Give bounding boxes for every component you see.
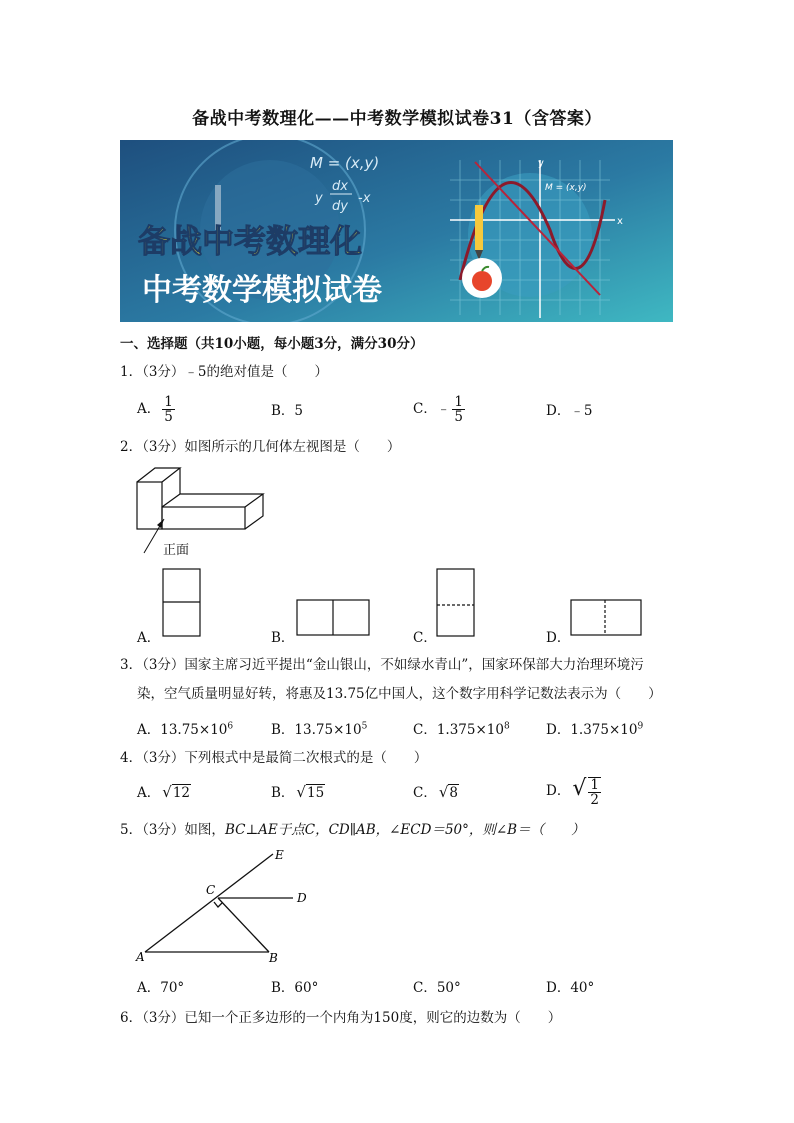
q2-solid-figure	[130, 462, 280, 562]
q2-option-d-figure[interactable]	[570, 599, 643, 637]
banner-formula-m: M = (x,y)	[310, 154, 380, 172]
q2-option-c-label[interactable]: C．	[413, 630, 437, 646]
banner-formula-dx: dx	[332, 179, 348, 194]
banner-formula-tail: -x	[358, 191, 371, 206]
banner-line2: 中考数学模拟试卷	[142, 273, 382, 308]
q3-option-c[interactable]: C．$1.375\times 10^8$	[413, 721, 510, 738]
document-title: 备战中考数理化——中考数学模拟试卷31（含答案）	[192, 109, 602, 129]
q4-option-c[interactable]: C． √8	[413, 783, 458, 801]
q1-option-c[interactable]: C．﹣ $\frac{1}{5}$	[413, 394, 463, 425]
banner-axis-x: x	[617, 216, 623, 227]
q4-option-d[interactable]: D．√ $\frac{1}{2}$	[546, 776, 599, 808]
q1-stem: 1．（3分）﹣5的绝对值是（ ）	[120, 364, 329, 380]
q2-front-label: 正面	[163, 542, 190, 557]
banner-formula-dy: dy	[332, 199, 348, 214]
q2-option-b-figure[interactable]	[296, 599, 370, 637]
q3-option-a[interactable]: A．$13.75\times 10^6$	[137, 721, 234, 738]
q5-label-a: A	[136, 950, 145, 964]
q5-option-a[interactable]: A．70°	[137, 980, 185, 996]
q2-option-a-label[interactable]: A．	[137, 630, 161, 646]
q3-option-b[interactable]: B．$13.75\times 10^5$	[271, 721, 368, 738]
banner-axis-y: y	[538, 158, 544, 169]
q3-stem-line1: 3．（3分）国家主席习近平提出“金山银山，不如绿水青山”，国家环保部大力治理环境污	[120, 657, 644, 673]
q5-label-b: B	[269, 951, 278, 965]
q1-option-b[interactable]: B．5	[271, 403, 304, 419]
banner-image	[120, 140, 673, 322]
q2-option-b-label[interactable]: B．	[271, 630, 295, 646]
q2-option-a-figure[interactable]	[162, 568, 202, 638]
q6-stem: 6．（3分）已知一个正多边形的一个内角为150度，则它的边数为（ ）	[120, 1010, 562, 1026]
banner-small-formula: M = (x,y)	[545, 183, 587, 193]
q5-option-d[interactable]: D．40°	[546, 980, 595, 996]
q4-option-b[interactable]: B． √15	[271, 783, 325, 801]
q5-label-d: D	[297, 891, 307, 905]
q4-option-a[interactable]: A． √12	[137, 783, 190, 801]
q5-label-c: C	[206, 883, 216, 897]
banner-formula-y: y	[315, 191, 323, 206]
section-header: 一、选择题（共10小题，每小题3分，满分30分）	[120, 336, 424, 352]
q2-option-d-label[interactable]: D．	[546, 630, 571, 646]
q5-option-c[interactable]: C．50°	[413, 980, 461, 996]
q2-option-c-figure[interactable]	[436, 568, 476, 638]
q4-stem: 4．（3分）下列根式中是最简二次根式的是（ ）	[120, 750, 428, 766]
q3-option-d[interactable]: D．$1.375\times 10^9$	[546, 721, 644, 738]
q5-stem: 5．（3分）如图，BC⊥AE于点C，CD∥AB，∠ECD＝50°，则∠B＝（ ）	[120, 822, 585, 838]
q3-stem-line2: 染，空气质量明显好转，将惠及13.75亿中国人，这个数字用科学记数法表示为（ ）	[137, 686, 662, 702]
q1-option-a[interactable]: A． $\frac{1}{5}$	[137, 394, 173, 425]
q5-label-e: E	[275, 848, 284, 862]
q5-option-b[interactable]: B．60°	[271, 980, 319, 996]
banner-line1: 备战中考数理化	[138, 222, 363, 260]
q2-stem: 2．（3分）如图所示的几何体左视图是（ ）	[120, 439, 401, 455]
q1-option-d[interactable]: D．﹣5	[546, 403, 593, 419]
q5-figure	[133, 848, 323, 970]
